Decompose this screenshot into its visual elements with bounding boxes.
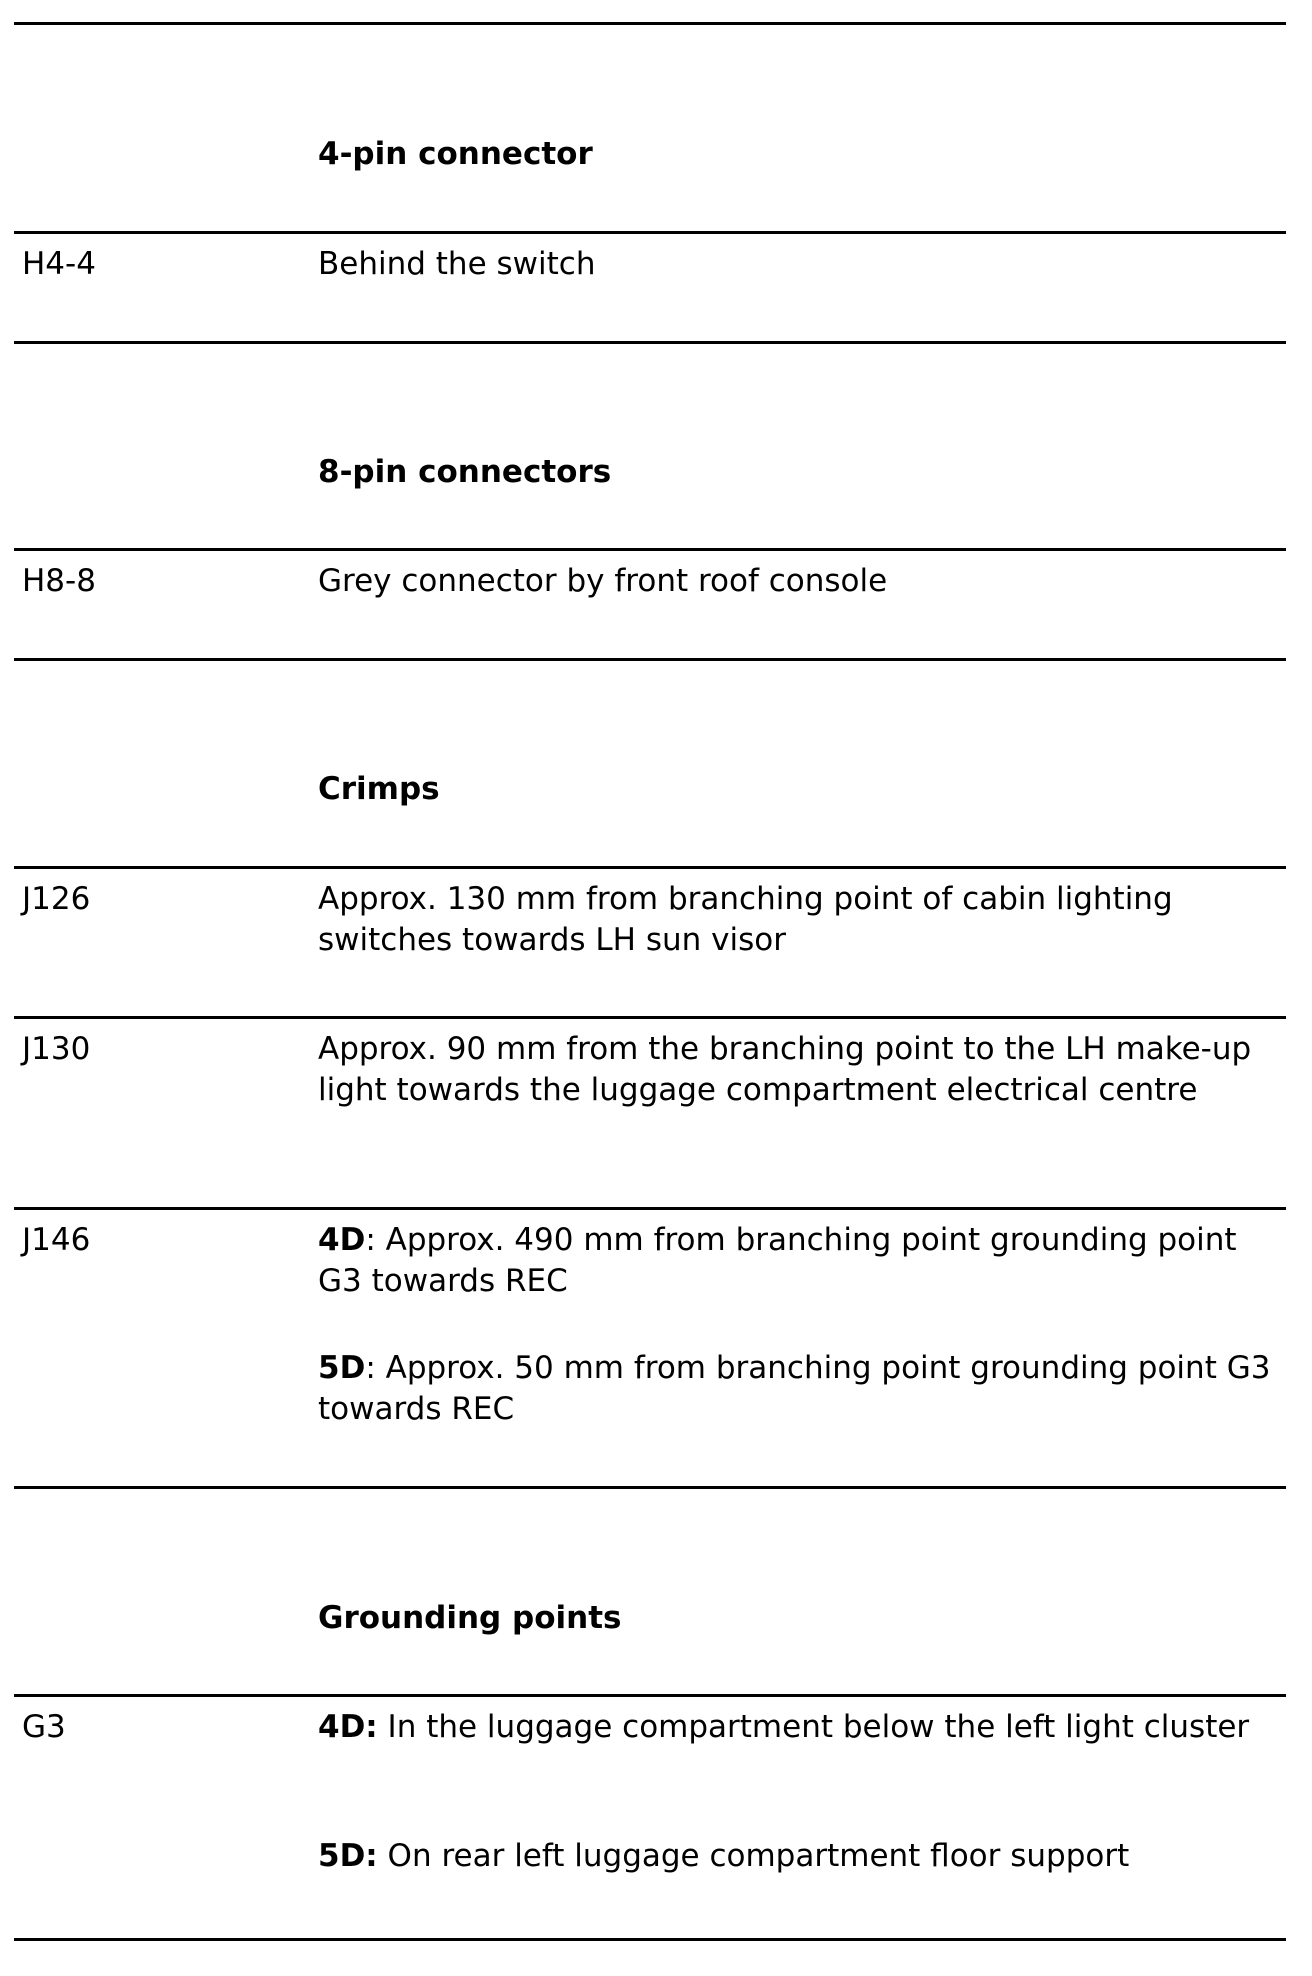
item-code: J146: [22, 1222, 91, 1258]
variant-label: 5D: [318, 1350, 366, 1386]
item-location: Grey connector by front roof console: [318, 563, 888, 599]
variant-label: 4D:: [318, 1709, 378, 1745]
section-heading: 4-pin connector: [318, 136, 593, 172]
table-rule: [14, 231, 1286, 234]
variant-label: 4D: [318, 1222, 366, 1258]
item-location: Approx. 90 mm from the branching point to the LH make-up light towards the luggage compartment electrical centre: [318, 1031, 1252, 1108]
variant-text: : Approx. 490 mm from branching point grounding point G3 towards REC: [318, 1222, 1237, 1299]
table-rule: [14, 1694, 1286, 1697]
section-heading: 8-pin connectors: [318, 454, 612, 490]
item-code: G3: [22, 1709, 66, 1745]
variant-text: On rear left luggage compartment floor support: [377, 1838, 1130, 1874]
table-rule: [14, 1486, 1286, 1489]
variant-label: 5D:: [318, 1838, 378, 1874]
item-location-variant: [318, 1220, 1278, 1302]
item-location: Behind the switch: [318, 246, 596, 282]
item-location: Approx. 130 mm from branching point of cabin lighting switches towards LH sun visor: [318, 881, 1173, 958]
table-rule: [14, 1016, 1286, 1019]
table-rule: [14, 341, 1286, 344]
table-rule: [14, 548, 1286, 551]
variant-text: : Approx. 50 mm from branching point grounding point G3 towards REC: [318, 1350, 1271, 1427]
table-rule: [14, 1938, 1286, 1941]
item-location-variant: [318, 1707, 1278, 1748]
section-heading: Grounding points: [318, 1600, 622, 1636]
section-heading: Crimps: [318, 771, 440, 807]
item-location-variant: [318, 1348, 1278, 1430]
table-rule: [14, 866, 1286, 869]
variant-text: In the luggage compartment below the left light cluster: [377, 1709, 1250, 1745]
item-code: H4-4: [22, 246, 96, 282]
item-code: H8-8: [22, 563, 96, 599]
item-location-variant: [318, 1836, 1278, 1877]
table-rule: [14, 1207, 1286, 1210]
item-code: J126: [22, 881, 91, 917]
table-rule: [14, 658, 1286, 661]
item-code: J130: [22, 1031, 91, 1067]
table-rule: [14, 22, 1286, 25]
